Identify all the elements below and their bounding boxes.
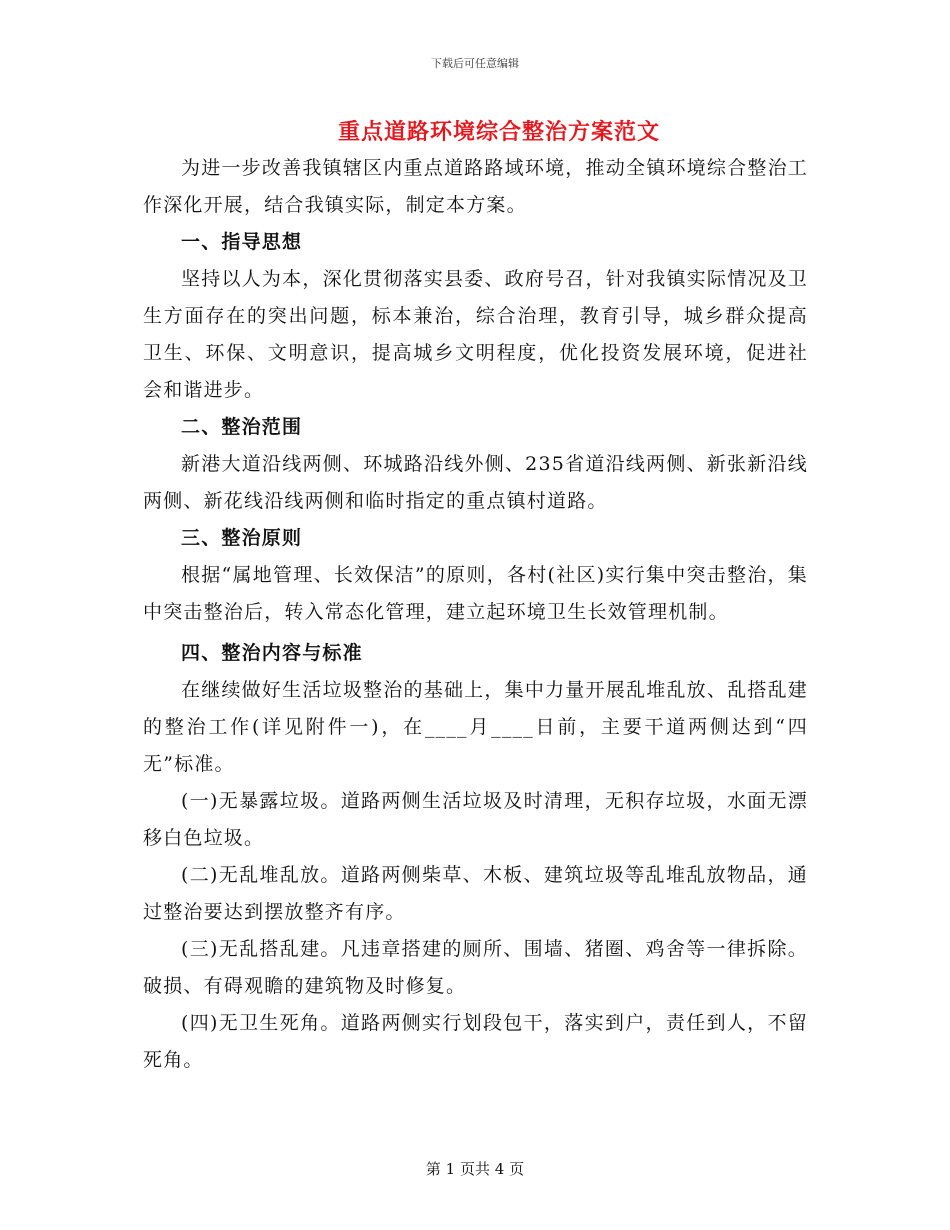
section-paragraph: (四)无卫生死角。道路两侧实行划段包干，落实到户，责任到人，不留死角。 bbox=[143, 1012, 808, 1071]
page-number-footer: 第 1 页共 4 页 bbox=[425, 1160, 525, 1178]
section-paragraph: 根据“属地管理、长效保洁”的原则，各村(社区)实行集中突击整治，集中突击整治后，转入常态化管理，建立起环境卫生长效管理机制。 bbox=[143, 564, 808, 623]
section-heading-guiding-ideology: 一、指导思想 bbox=[181, 231, 303, 253]
section-paragraph: 坚持以人为本，深化贯彻落实县委、政府号召，针对我镇实际情况及卫生方面存在的突出问题，标本兼治，综合治理，教育引导，城乡群众提高卫生、环保、文明意识，提高城乡文明程度，优化投资发展环境，促进社会和谐进步。 bbox=[143, 268, 808, 401]
document-title: 重点道路环境综合整治方案范文 bbox=[337, 119, 660, 145]
section-heading-scope: 二、整治范围 bbox=[181, 416, 303, 438]
section-paragraph: 在继续做好生活垃圾整治的基础上，集中力量开展乱堆乱放、乱搭乱建的整治工作(详见附件一)，在____月____日前，主要干道两侧达到“四无”标准。 bbox=[143, 679, 808, 775]
section-heading-principles: 三、整治原则 bbox=[181, 527, 303, 549]
section-paragraph: 新港大道沿线两侧、环城路沿线外侧、235省道沿线两侧、新张新沿线两侧、新花线沿线两侧和临时指定的重点镇村道路。 bbox=[143, 453, 808, 512]
section-paragraph: (二)无乱堆乱放。道路两侧柴草、木板、建筑垃圾等乱堆乱放物品，通过整治要达到摆放整齐有序。 bbox=[143, 864, 808, 923]
page-header-note: 下载后可任意编辑 bbox=[431, 57, 519, 70]
intro-paragraph: 为进一步改善我镇辖区内重点道路路域环境，推动全镇环境综合整治工作深化开展，结合我镇实际，制定本方案。 bbox=[143, 157, 808, 216]
document-body bbox=[143, 150, 808, 1079]
section-heading-content-standards: 四、整治内容与标准 bbox=[181, 642, 363, 664]
section-paragraph: (三)无乱搭乱建。凡违章搭建的厕所、围墙、猪圈、鸡舍等一律拆除。破损、有碍观瞻的建筑物及时修复。 bbox=[143, 938, 808, 997]
section-paragraph: (一)无暴露垃圾。道路两侧生活垃圾及时清理，无积存垃圾，水面无漂移白色垃圾。 bbox=[143, 790, 808, 849]
